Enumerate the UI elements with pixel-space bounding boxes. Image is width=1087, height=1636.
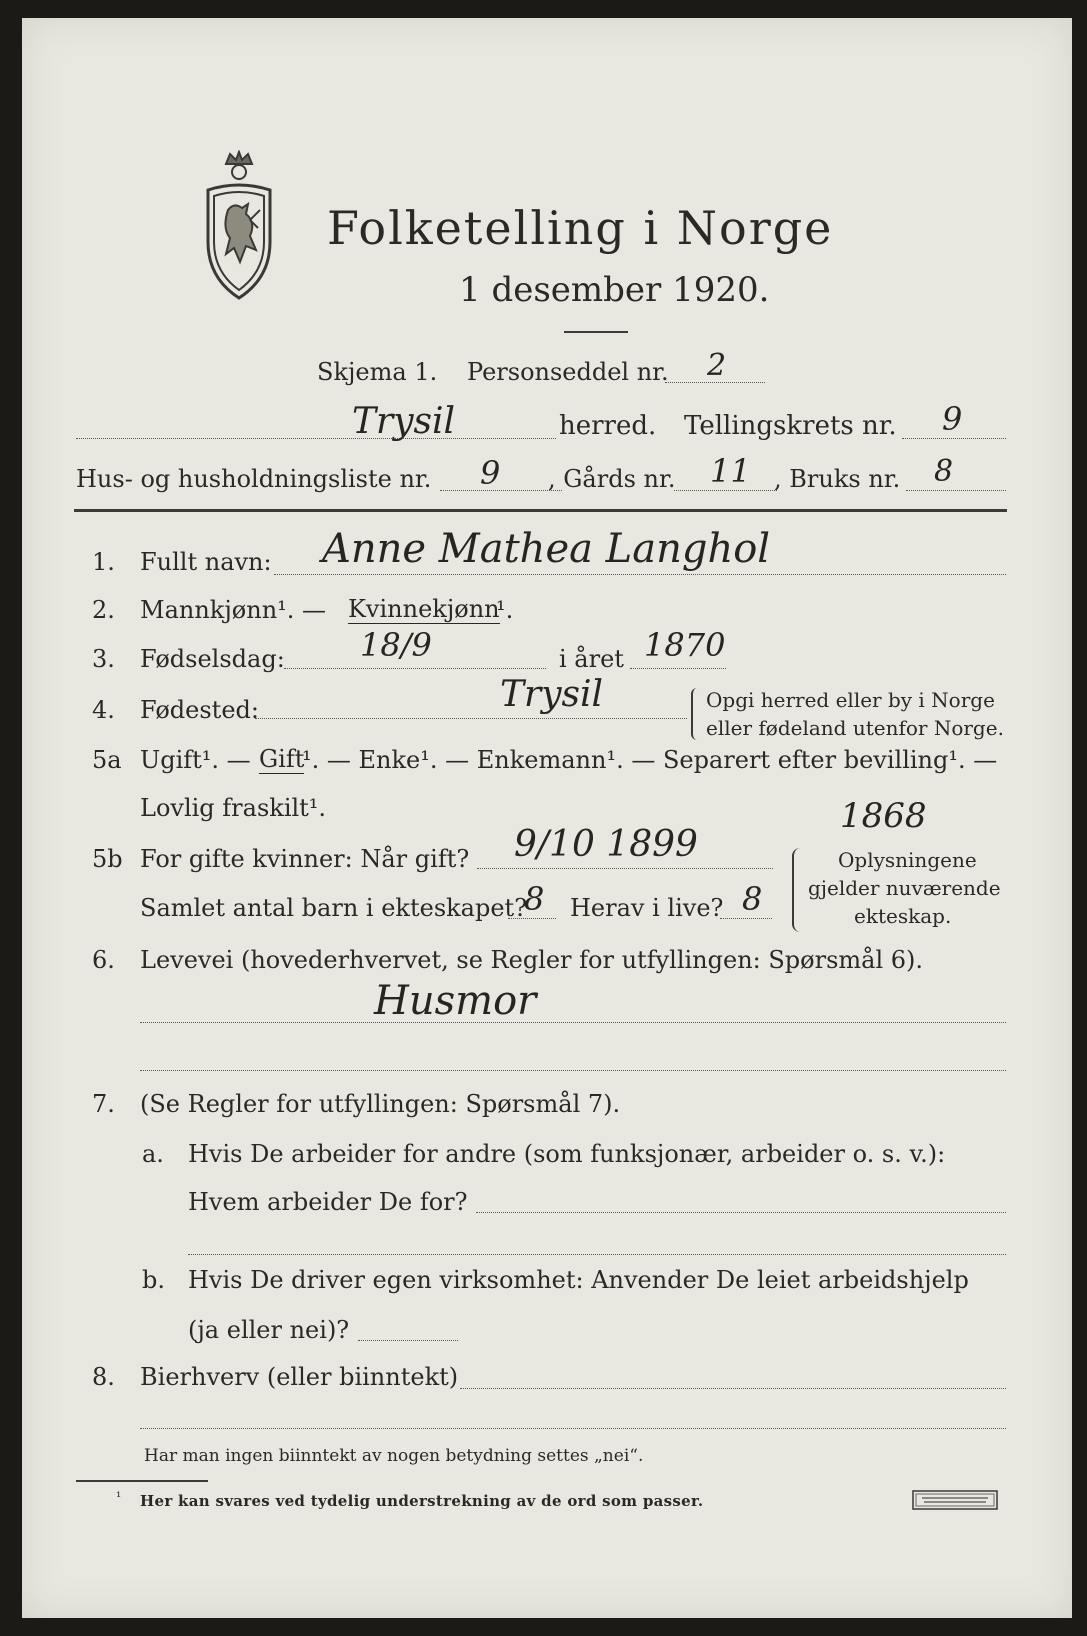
- q2-number: 2.: [92, 596, 115, 624]
- q6-line-2: [140, 1070, 1006, 1071]
- q6-number: 6.: [92, 946, 115, 974]
- barn-label: Samlet antal barn i ekteskapet?: [140, 894, 528, 922]
- q5a-rest: ¹. — Enke¹. — Enkemann¹. — Separert efter bevilling¹. —: [302, 746, 998, 774]
- personseddel-label: Personseddel nr.: [467, 358, 669, 386]
- gards-label: , Gårds nr.: [548, 465, 676, 493]
- q7-label: (Se Regler for utfyllingen: Spørsmål 7).: [140, 1090, 621, 1118]
- hus-line: [440, 490, 562, 491]
- q8-number: 8.: [92, 1363, 115, 1391]
- tellingskrets-label: Tellingskrets nr.: [684, 411, 897, 441]
- q4-line: [255, 718, 687, 719]
- form-title: Folketelling i Norge: [327, 201, 834, 255]
- margin-note-1868: 1868: [840, 796, 927, 836]
- birth-year-value: 1870: [644, 626, 726, 664]
- q5b-number: 5b: [92, 845, 123, 873]
- q7b-question: (ja eller nei)?: [188, 1316, 350, 1344]
- q7a-line-2: [188, 1254, 1006, 1255]
- birthplace-value: Trysil: [500, 674, 604, 715]
- aaret-label: i året: [559, 645, 624, 673]
- q2-kvinne-underlined: Kvinnekjønn: [348, 595, 500, 623]
- q5a-gift-underlined: Gift: [259, 745, 305, 773]
- q4-number: 4.: [92, 696, 115, 724]
- bruks-value: 8: [934, 454, 954, 489]
- footnote-mark: ¹: [116, 1490, 122, 1505]
- q5b-note-2: gjelder nuværende: [808, 876, 1001, 900]
- q5b-note-1: Oplysningene: [838, 848, 977, 872]
- birthday-value: 18/9: [360, 626, 432, 664]
- personseddel-value: 2: [707, 348, 727, 383]
- title-divider: [564, 331, 628, 333]
- q7b-letter: b.: [142, 1266, 165, 1294]
- full-name-value: Anne Mathea Langhol: [322, 526, 771, 572]
- q8-line-2: [140, 1428, 1006, 1429]
- q7a-text: Hvis De arbeider for andre (som funksjonær, arbeider o. s. v.):: [188, 1140, 946, 1168]
- q7a-letter: a.: [142, 1140, 164, 1168]
- gards-line: [674, 490, 777, 491]
- q4-note-1: Opgi herred eller by i Norge: [706, 688, 995, 712]
- children-value: 8: [524, 880, 545, 918]
- q2-mann: Mannkjønn¹. —: [140, 596, 327, 624]
- live-label: Herav i live?: [570, 894, 724, 922]
- hus-value: 9: [480, 454, 501, 492]
- q7a-line-1: [476, 1212, 1006, 1213]
- q8-label: Bierhverv (eller biinntekt): [140, 1363, 459, 1391]
- q7b-line: [358, 1340, 458, 1341]
- herred-label: herred.: [559, 411, 657, 441]
- q5a-fraskilt: Lovlig fraskilt¹.: [140, 794, 327, 822]
- living-value: 8: [742, 880, 763, 918]
- q3-number: 3.: [92, 645, 115, 673]
- q5a-number: 5a: [92, 746, 122, 774]
- q5b-label: For gifte kvinner: Når gift?: [140, 845, 470, 873]
- tellingskrets-line: [902, 438, 1006, 439]
- bruks-line: [906, 490, 1006, 491]
- skjema-label: Skjema 1.: [317, 358, 438, 386]
- aaret-line: [630, 668, 726, 669]
- married-date-value: 9/10 1899: [514, 824, 698, 865]
- q7b-text: Hvis De driver egen virksomhet: Anvender De leiet arbeidshjelp: [188, 1266, 969, 1294]
- barn-line: [508, 918, 556, 919]
- q7a-question: Hvem arbeider De for?: [188, 1188, 468, 1216]
- q6-label: Levevei (hovederhvervet, se Regler for utfyllingen: Spørsmål 6).: [140, 946, 924, 974]
- q6-line-1: [140, 1022, 1006, 1023]
- q3-label: Fødselsdag:: [140, 645, 285, 673]
- q5b-brace: [792, 848, 802, 932]
- q5b-note-3: ekteskap.: [854, 904, 952, 928]
- q5b-line: [477, 868, 773, 869]
- footnote-rule: [76, 1480, 208, 1482]
- occupation-value: Husmor: [374, 978, 537, 1024]
- q4-label: Fødested:: [140, 696, 259, 724]
- printer-stamp-icon: [912, 1490, 998, 1510]
- q1-number: 1.: [92, 548, 115, 576]
- tellingskrets-value: 9: [942, 400, 963, 438]
- hus-label: Hus- og husholdningsliste nr.: [76, 465, 432, 493]
- census-form: [22, 18, 1072, 1618]
- q5a-ugift: Ugift¹. —: [140, 746, 251, 774]
- q3-line: [284, 668, 546, 669]
- nei-note: Har man ingen biinntekt av nogen betydning settes „nei“.: [144, 1446, 644, 1466]
- footnote-text: Her kan svares ved tydelig understrekning av de ord som passer.: [140, 1492, 704, 1510]
- form-date: 1 desember 1920.: [459, 270, 770, 310]
- bruks-label: , Bruks nr.: [774, 465, 901, 493]
- header-rule: [74, 509, 1007, 512]
- q1-label: Fullt navn:: [140, 548, 272, 576]
- q1-line: [274, 574, 1006, 575]
- q4-note-2: eller fødeland utenfor Norge.: [706, 716, 1004, 740]
- gards-value: 11: [710, 452, 751, 490]
- herred-value: Trysil: [352, 401, 456, 442]
- q8-line-1: [460, 1388, 1006, 1389]
- live-line: [720, 918, 772, 919]
- q7-number: 7.: [92, 1090, 115, 1118]
- q2-kvinne-sup: ¹.: [496, 596, 514, 624]
- herred-line: [76, 438, 556, 439]
- q4-brace: [691, 688, 701, 740]
- norwegian-lion-shield-icon: [198, 150, 280, 302]
